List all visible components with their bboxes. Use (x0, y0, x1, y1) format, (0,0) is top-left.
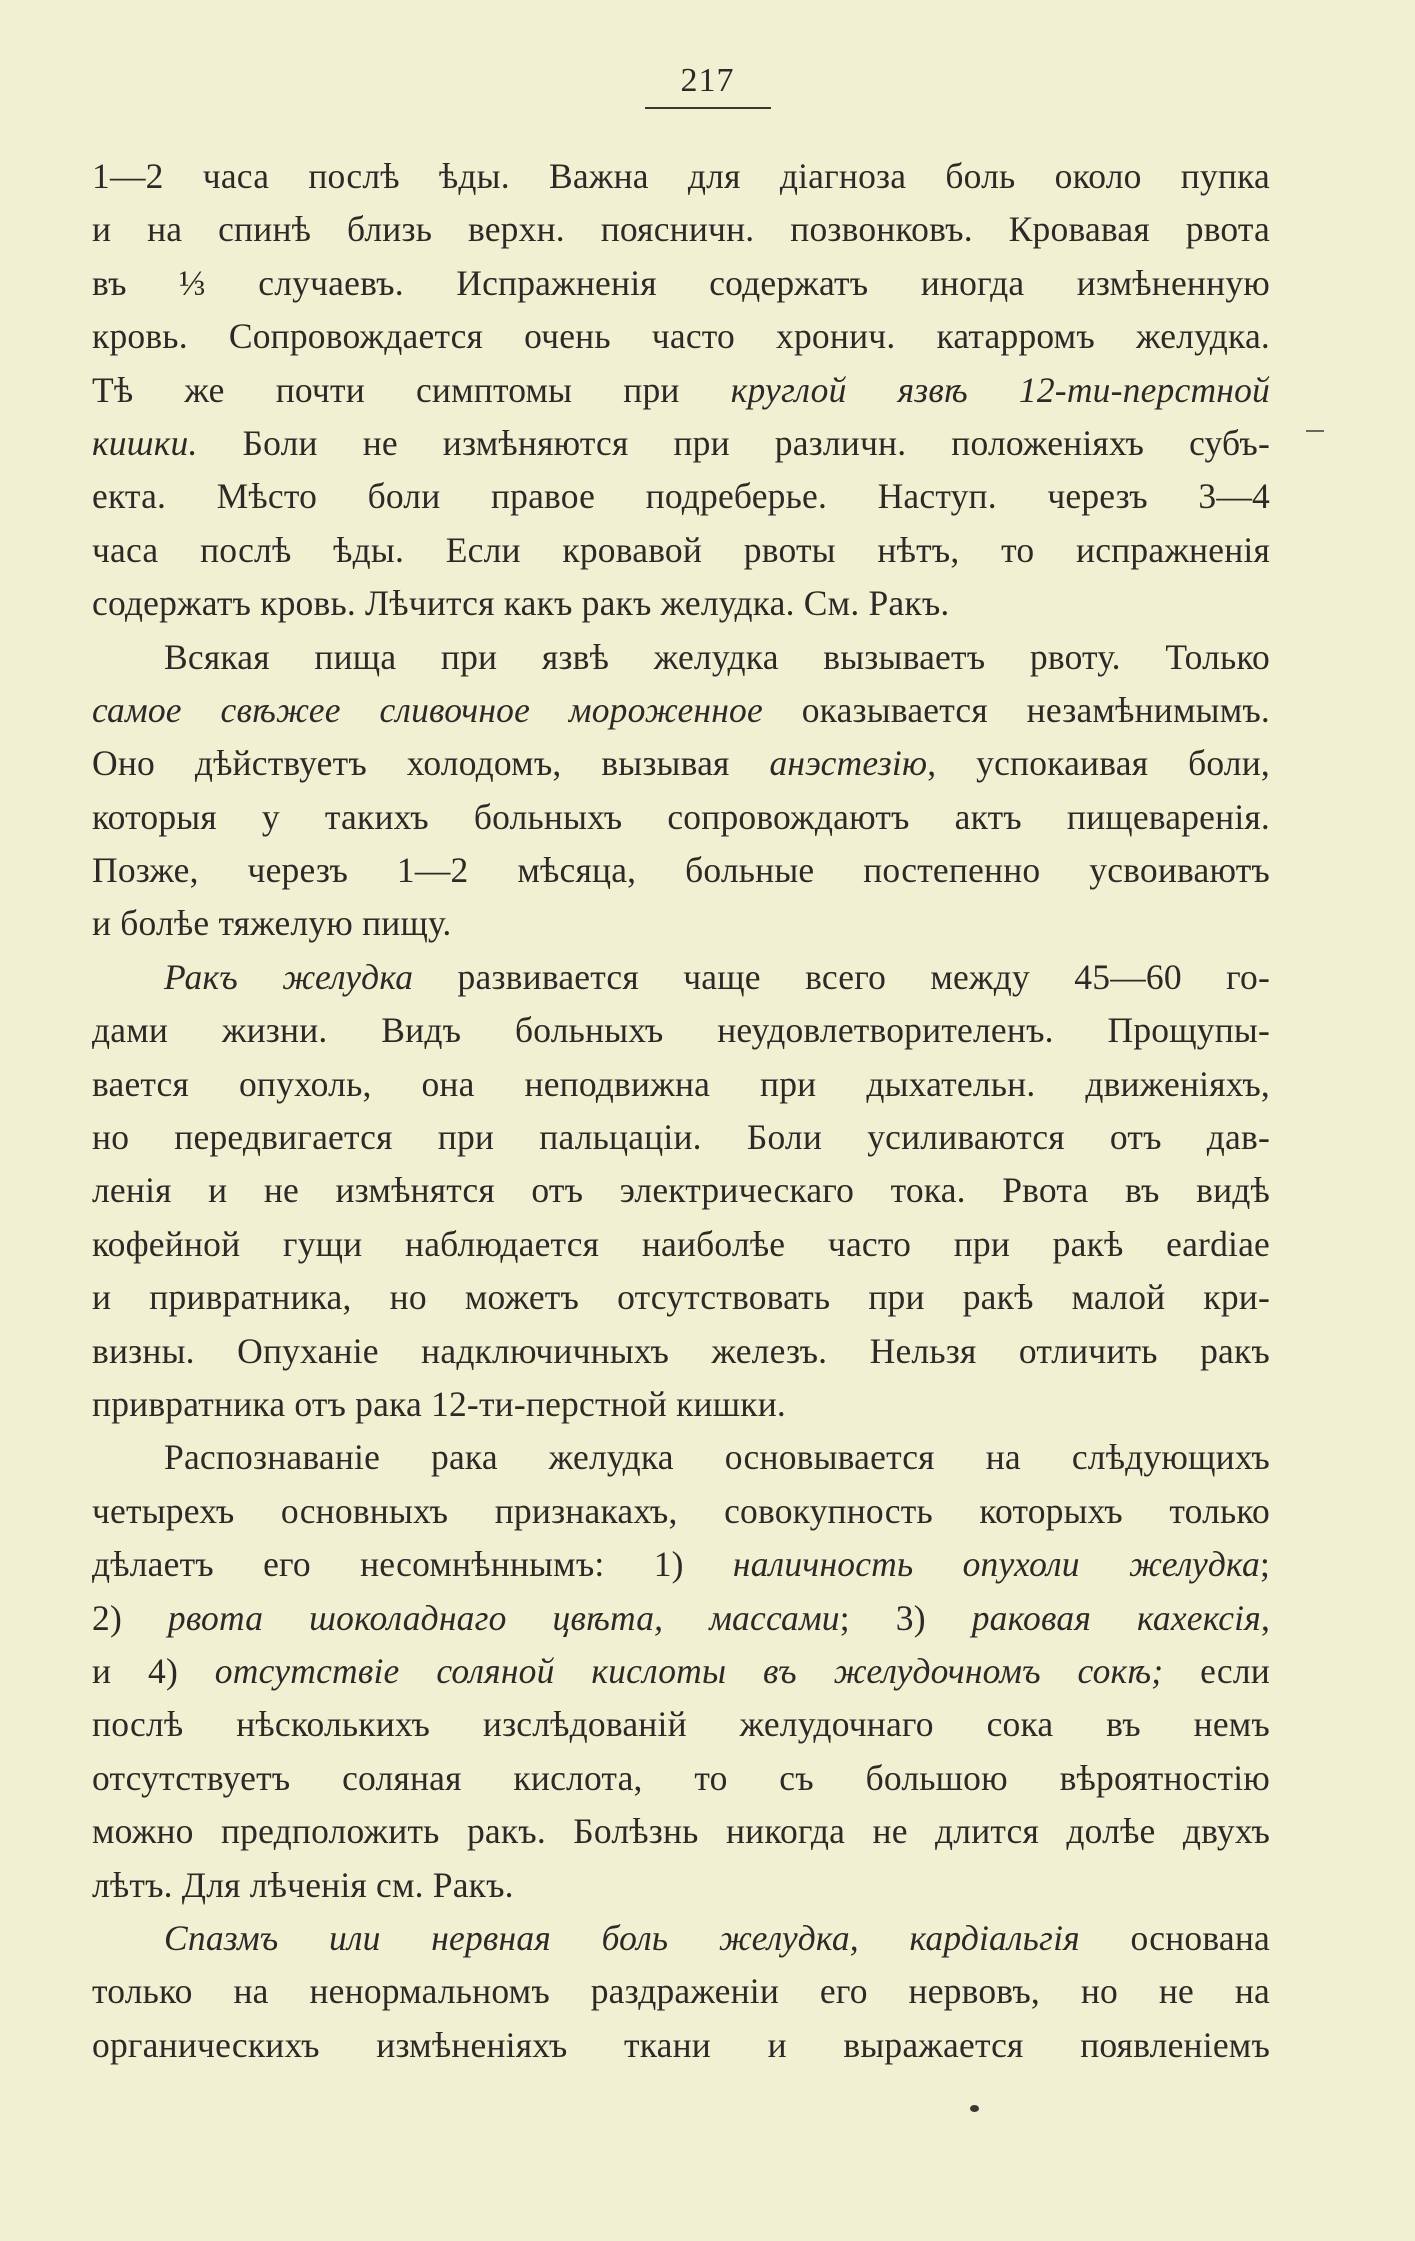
text-line (92, 417, 1270, 470)
text-run: содержатъ кровь. Лѣчится какъ ракъ желудка. См. Ракъ. (92, 583, 950, 624)
text-line (92, 737, 1270, 790)
text-run: ленія и не измѣнятся отъ электрическаго тока. Рвота въ видѣ (92, 1170, 1270, 1211)
text-line (92, 1485, 1270, 1538)
text-run: Распознаваніе рака желудка основывается на слѣдующихъ (164, 1437, 1270, 1478)
text-run: и на спинѣ близь верхн. поясничн. позвонковъ. Кровавая рвота (92, 209, 1270, 250)
text-run: оказывается незамѣнимымъ. (762, 689, 1270, 730)
text-run: органическихъ измѣненіяхъ ткани и выражается появленіемъ (92, 2024, 1270, 2065)
text-run: развивается чаще всего между 45—60 го- (413, 956, 1270, 997)
text-run: только на ненормальномъ раздраженіи его нервовъ, но не на (92, 1971, 1270, 2012)
text-run: , (1260, 1597, 1271, 1638)
text-run: четырехъ основныхъ признакахъ, совокупность которыхъ только (92, 1490, 1270, 1531)
text-line (92, 150, 1270, 203)
italic-term: Спазмъ или нервная боль желудка, кардіальгія (164, 1917, 1080, 1958)
text-line (92, 1111, 1270, 1164)
text-line (92, 1218, 1270, 1271)
text-line (92, 684, 1270, 737)
italic-term: анэстезію (769, 743, 928, 784)
text-line (92, 791, 1270, 844)
text-line (92, 1538, 1270, 1591)
text-run: и привратника, но можетъ отсутствовать при ракѣ малой кри- (92, 1277, 1270, 1318)
text-run: Оно дѣйствуетъ холодомъ, вызывая (92, 743, 770, 784)
text-run: отсутствуетъ соляная кислота, то съ большою вѣроятностію (92, 1757, 1270, 1798)
body-text (92, 150, 1270, 2072)
text-line (92, 1965, 1270, 2018)
text-run: можно предположить ракъ. Болѣзнь никогда не длится долѣе двухъ (92, 1811, 1270, 1852)
text-line (92, 203, 1270, 256)
text-run: дами жизни. Видъ больныхъ неудовлетворителенъ. Прощупы- (92, 1010, 1270, 1051)
text-line (92, 1325, 1270, 1378)
italic-term: раковая кахексія (971, 1597, 1261, 1638)
text-run: если (1163, 1650, 1270, 1691)
text-run: вается опухоль, она неподвижна при дыхательн. движеніяхъ, (92, 1063, 1270, 1104)
italic-term: самое свѣжее сливочное мороженное (92, 689, 763, 730)
text-line (92, 2019, 1270, 2072)
text-run: визны. Опуханіе надключичныхъ железъ. Нельзя отличить ракъ (92, 1330, 1270, 1371)
text-run: 2) (92, 1597, 168, 1638)
text-run: но передвигается при пальцаціи. Боли усиливаются отъ дав- (92, 1117, 1270, 1158)
text-line (92, 470, 1270, 523)
text-line (92, 951, 1270, 1004)
italic-term: Ракъ желудка (164, 956, 414, 997)
text-line (92, 844, 1270, 897)
text-run: кофейной гущи наблюдается наиболѣе часто при ракѣ eardiae (92, 1223, 1270, 1264)
text-run: основана (1079, 1917, 1270, 1958)
page-number: 217 (645, 62, 771, 109)
text-run: часа послѣ ѣды. Если кровавой рвоты нѣтъ, то испражненія (92, 529, 1270, 570)
text-line (92, 1378, 1270, 1431)
text-line (92, 1058, 1270, 1111)
text-line (92, 1645, 1270, 1698)
text-line (92, 1698, 1270, 1751)
text-run: , успокаивая боли, (927, 743, 1271, 784)
text-line (92, 257, 1270, 310)
text-line (92, 1431, 1270, 1484)
text-line (92, 1592, 1270, 1645)
text-line (92, 1805, 1270, 1858)
text-run: 1—2 часа послѣ ѣды. Важна для діагноза боль около пупка (92, 156, 1270, 196)
text-line (92, 577, 1270, 630)
text-run: которыя у такихъ больныхъ сопровождаютъ актъ пищеваренія. (92, 796, 1270, 837)
text-line (92, 1164, 1270, 1217)
text-run: ; 3) (839, 1597, 972, 1638)
text-run: въ ⅓ случаевъ. Испражненія содержатъ иногда измѣненную (92, 262, 1270, 303)
text-run: Всякая пища при язвѣ желудка вызываетъ рвоту. Только (164, 636, 1270, 677)
text-line (92, 1004, 1270, 1057)
text-line (92, 1752, 1270, 1805)
text-run: ; (1259, 1544, 1271, 1585)
text-run: кровь. Сопровождается очень часто хронич. катарромъ желудка. (92, 316, 1270, 357)
italic-term: круглой язвѣ 12-ти-перстной (730, 369, 1271, 410)
margin-hyphen-mark (1306, 430, 1324, 432)
text-run: Тѣ же почти симптомы при (92, 369, 731, 410)
text-line (92, 524, 1270, 577)
text-line (92, 631, 1270, 684)
text-line (92, 1912, 1270, 1965)
page-header (0, 62, 1415, 109)
italic-term: рвота шоколаднаго цвѣта, массами (167, 1597, 840, 1638)
text-line (92, 310, 1270, 363)
text-run: лѣтъ. Для лѣченія см. Ракъ. (92, 1864, 514, 1905)
text-run: дѣлаетъ его несомнѣннымъ: 1) (92, 1544, 733, 1585)
italic-term: кишки. (92, 422, 198, 463)
italic-term: наличность опухоли желудка (732, 1544, 1260, 1585)
text-run: послѣ нѣсколькихъ изслѣдованій желудочнаго сока въ немъ (92, 1704, 1270, 1745)
ink-dot (970, 2105, 979, 2112)
italic-term: отсутствіе соляной кислоты въ желудочномъ сокѣ; (214, 1650, 1164, 1691)
text-run: и болѣе тяжелую пищу. (92, 903, 452, 944)
text-line (92, 897, 1270, 950)
text-run: и 4) (92, 1650, 215, 1691)
text-run: Позже, черезъ 1—2 мѣсяца, больные постепенно усвоиваютъ (92, 850, 1270, 891)
text-run: Боли не измѣняются при различн. положеніяхъ субъ- (197, 422, 1270, 463)
text-run: привратника отъ рака 12-ти-перстной кишки. (92, 1383, 786, 1424)
text-line (92, 364, 1270, 417)
text-line (92, 1271, 1270, 1324)
text-run: екта. Мѣсто боли правое подреберье. Наступ. черезъ 3—4 (92, 476, 1270, 517)
text-line (92, 1859, 1270, 1912)
